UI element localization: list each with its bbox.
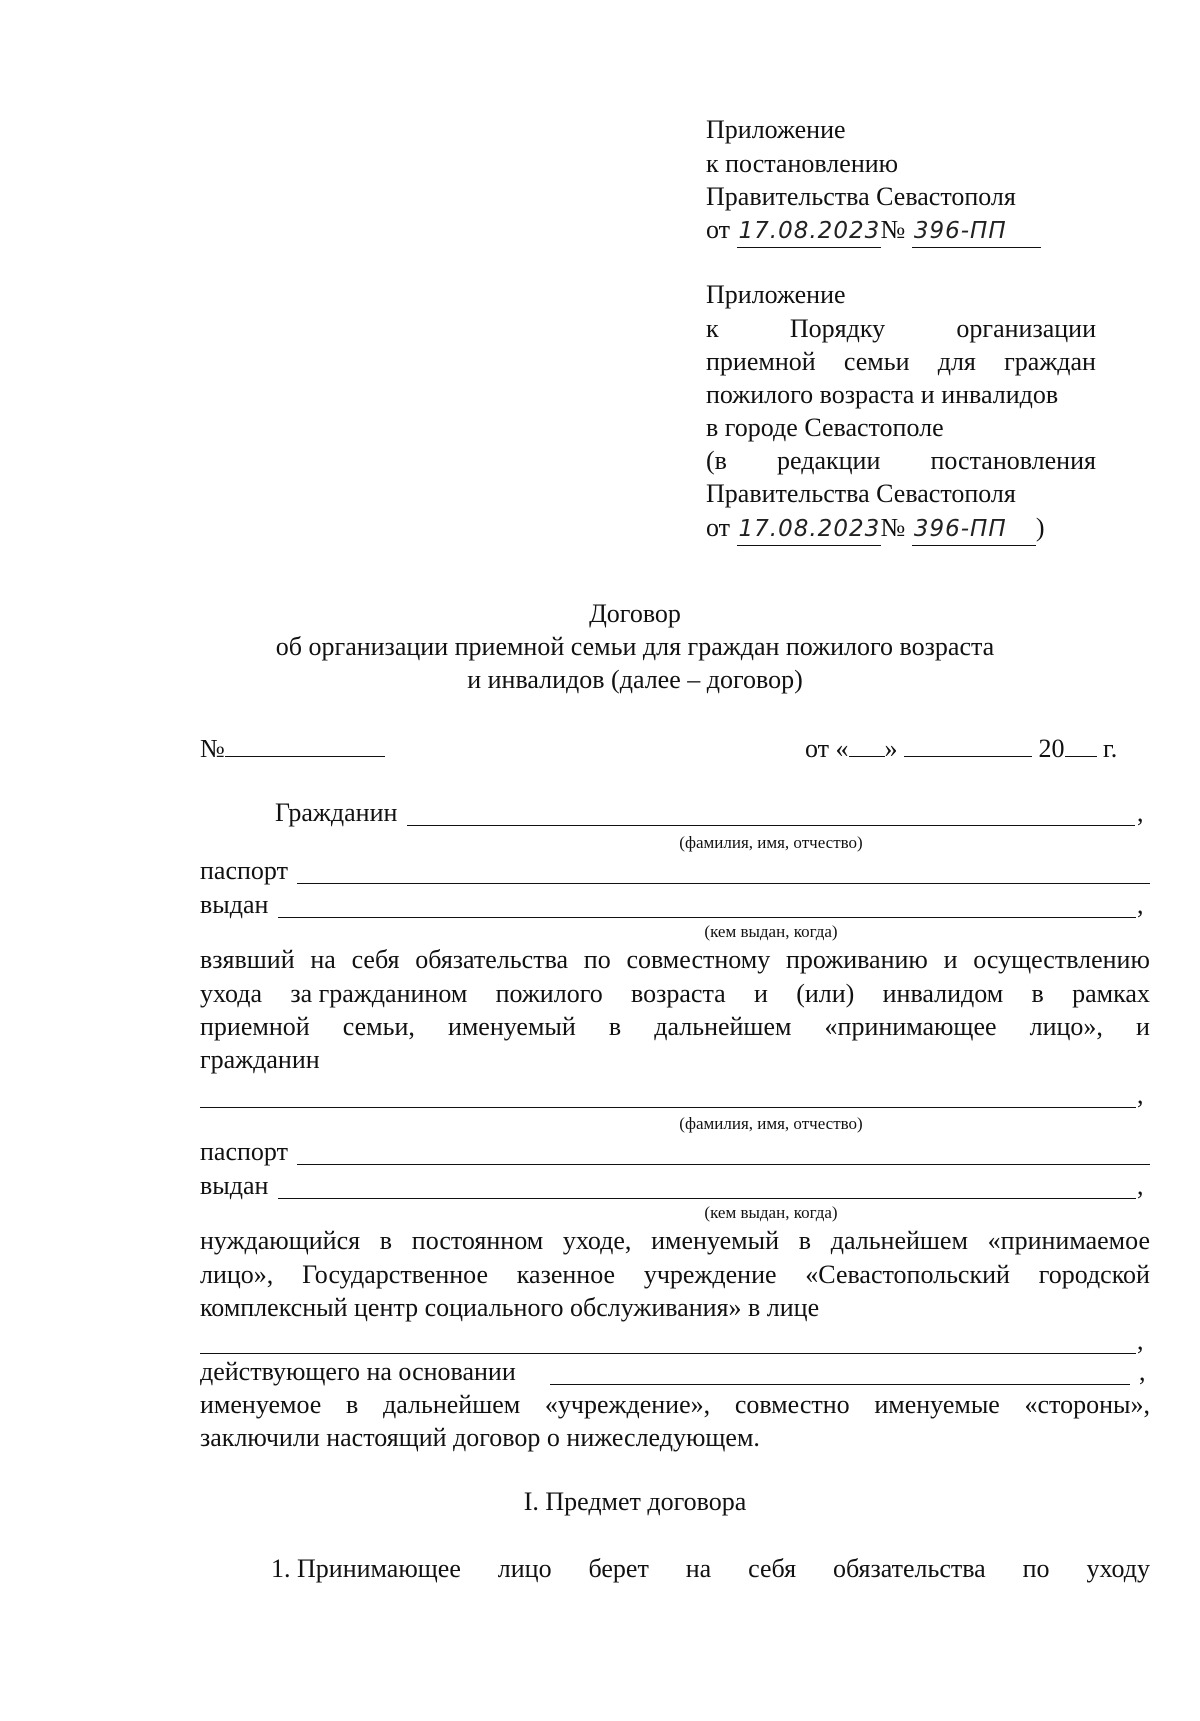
word: «Севастопольский (805, 1260, 1010, 1289)
word: 1. Принимающее (271, 1554, 461, 1583)
word: семьи, (342, 1012, 415, 1041)
word: пожилого (495, 979, 603, 1008)
comma: , (1137, 1171, 1144, 1200)
header2-line2 (706, 313, 1096, 345)
handwritten-number: 396-ПП (912, 513, 1036, 546)
handwritten-number: 396-ПП (912, 215, 1041, 248)
word: обязательства (832, 1554, 986, 1583)
word: казенное (516, 1260, 616, 1289)
comma: , (1137, 798, 1144, 827)
party1-text-line3 (200, 1011, 1150, 1043)
section-heading: I. Предмет договора (523, 1487, 747, 1516)
word: берет (588, 1554, 649, 1583)
word: проживанию (785, 945, 928, 974)
issued-field[interactable] (278, 1198, 1136, 1199)
word: постановления (930, 446, 1096, 475)
word: Государственное (302, 1260, 489, 1289)
word: городской (1038, 1260, 1150, 1289)
issued-field[interactable] (278, 917, 1136, 918)
comma: , (1139, 1357, 1146, 1386)
word: (или) (796, 979, 855, 1008)
passport-label: паспорт (200, 1137, 288, 1166)
citizen-fio-field[interactable] (407, 825, 1135, 826)
word: на (685, 1554, 712, 1583)
comma: , (1137, 1326, 1144, 1355)
word: на (310, 945, 336, 974)
handwritten-date: 17.08.2023 (737, 513, 881, 546)
word: для (937, 347, 976, 376)
passport-field[interactable] (297, 883, 1150, 884)
word: организации (956, 314, 1096, 343)
word: взявший (200, 945, 295, 974)
word: именуемое (200, 1390, 322, 1419)
word: дальнейшем (383, 1390, 521, 1419)
number-sign: № (880, 513, 906, 542)
header1-line3: Правительства Севастополя (706, 182, 1016, 211)
header1-date-line (706, 214, 1041, 248)
header2-line1: Приложение (706, 280, 846, 309)
word: Порядку (789, 314, 886, 343)
institution-text-line1 (200, 1389, 1150, 1421)
word: уходе, (562, 1226, 632, 1255)
party1-text-line2 (200, 978, 1150, 1010)
word: по (583, 945, 611, 974)
party1-text-line1 (200, 944, 1150, 976)
contract-date (805, 730, 1117, 765)
institution-text-last: заключили настоящий договор о нижеследующем. (200, 1423, 760, 1452)
word: приемной (200, 1012, 310, 1041)
word: ухода (200, 979, 263, 1008)
header1-line2: к постановлению (706, 149, 899, 178)
word: и (753, 979, 768, 1008)
comma: , (1137, 1080, 1144, 1109)
word: лицо», (200, 1260, 274, 1289)
handwritten-date: 17.08.2023 (737, 215, 881, 248)
fio-caption: (фамилия, имя, отчество) (679, 833, 863, 852)
year-blank[interactable] (1065, 730, 1097, 757)
word: уходу (1086, 1554, 1150, 1583)
word: именуемые (874, 1390, 1000, 1419)
number-label: № (200, 734, 225, 763)
word: (в (706, 446, 727, 475)
header1-line1: Приложение (706, 115, 846, 144)
issued-label: выдан (200, 890, 269, 919)
word: учреждение (643, 1260, 777, 1289)
word: совместному (626, 945, 771, 974)
representative-field[interactable] (200, 1353, 1136, 1354)
number-sign: № (880, 215, 906, 244)
contract-number (200, 730, 385, 765)
fio-caption: (фамилия, имя, отчество) (679, 1114, 863, 1133)
word: «принимающее (824, 1012, 997, 1041)
word: «учреждение», (544, 1390, 711, 1419)
document-title: Договор (589, 599, 681, 628)
word: рамках (1072, 979, 1150, 1008)
close-paren: ) (1035, 513, 1045, 542)
party2-text-line1 (200, 1225, 1150, 1257)
word: дальнейшем (654, 1012, 792, 1041)
acting-label: действующего на основании (200, 1357, 516, 1386)
header2-date-line (706, 512, 1045, 546)
issued-caption: (кем выдан, когда) (704, 922, 838, 941)
word: себя (351, 945, 400, 974)
section1-paragraph1 (271, 1553, 1150, 1585)
year-suffix: г. (1103, 734, 1118, 763)
word: «принимаемое (987, 1226, 1150, 1255)
header2-line7: Правительства Севастополя (706, 479, 1016, 508)
word: в (608, 1012, 622, 1041)
from-prefix: от (706, 215, 731, 244)
issued-label: выдан (200, 1171, 269, 1200)
party2-text-last: комплексный центр социального обслуживания» в лице (200, 1293, 820, 1322)
word: к (706, 314, 719, 343)
header2-line5: в городе Севастополе (706, 413, 944, 442)
passport-field[interactable] (297, 1164, 1150, 1165)
month-blank[interactable] (904, 730, 1032, 757)
header2-line6 (706, 445, 1096, 477)
acting-basis-field[interactable] (550, 1384, 1130, 1385)
word: семьи (843, 347, 910, 376)
document-subtitle-line1: об организации приемной семьи для граждан пожилого возраста (275, 632, 995, 661)
header2-line4: пожилого возраста и инвалидов (706, 380, 1059, 409)
word: в (346, 1390, 359, 1419)
party2-text-line2 (200, 1259, 1150, 1291)
from-label: от « (805, 734, 849, 763)
passport-label: паспорт (200, 856, 288, 885)
quote-close: » (884, 734, 898, 763)
document-subtitle-line2: и инвалидов (далее – договор) (467, 665, 803, 694)
word: возраста (631, 979, 726, 1008)
word: лицо», (1029, 1012, 1103, 1041)
word: приемной (706, 347, 816, 376)
word: обязательства (415, 945, 569, 974)
citizen-label: Гражданин (275, 798, 398, 827)
year-prefix: 20 (1038, 734, 1065, 763)
number-blank[interactable] (225, 730, 385, 757)
word: в (379, 1226, 393, 1255)
word: по (1022, 1554, 1050, 1583)
header2-line3 (706, 346, 1096, 378)
word: нуждающийся (200, 1226, 361, 1255)
comma: , (1137, 890, 1144, 919)
word: именуемый (651, 1226, 779, 1255)
party1-text-last: гражданин (200, 1045, 320, 1074)
word: «стороны», (1024, 1390, 1150, 1419)
citizen2-fio-field[interactable] (200, 1107, 1136, 1108)
word: совместно (734, 1390, 850, 1419)
word: граждан (1004, 347, 1096, 376)
word: за гражданином (290, 979, 468, 1008)
from-prefix: от (706, 513, 731, 542)
word: дальнейшем (830, 1226, 968, 1255)
word: редакции (777, 446, 881, 475)
word: себя (748, 1554, 797, 1583)
word: и (1136, 1012, 1150, 1041)
word: в (798, 1226, 811, 1255)
word: именуемый (447, 1012, 576, 1041)
word: в (1031, 979, 1044, 1008)
day-blank[interactable] (849, 730, 885, 757)
word: и (943, 945, 958, 974)
word: осуществлению (973, 945, 1150, 974)
word: лицо (497, 1554, 552, 1583)
issued-caption: (кем выдан, когда) (704, 1203, 838, 1222)
word: постоянном (411, 1226, 544, 1255)
word: инвалидом (882, 979, 1004, 1008)
